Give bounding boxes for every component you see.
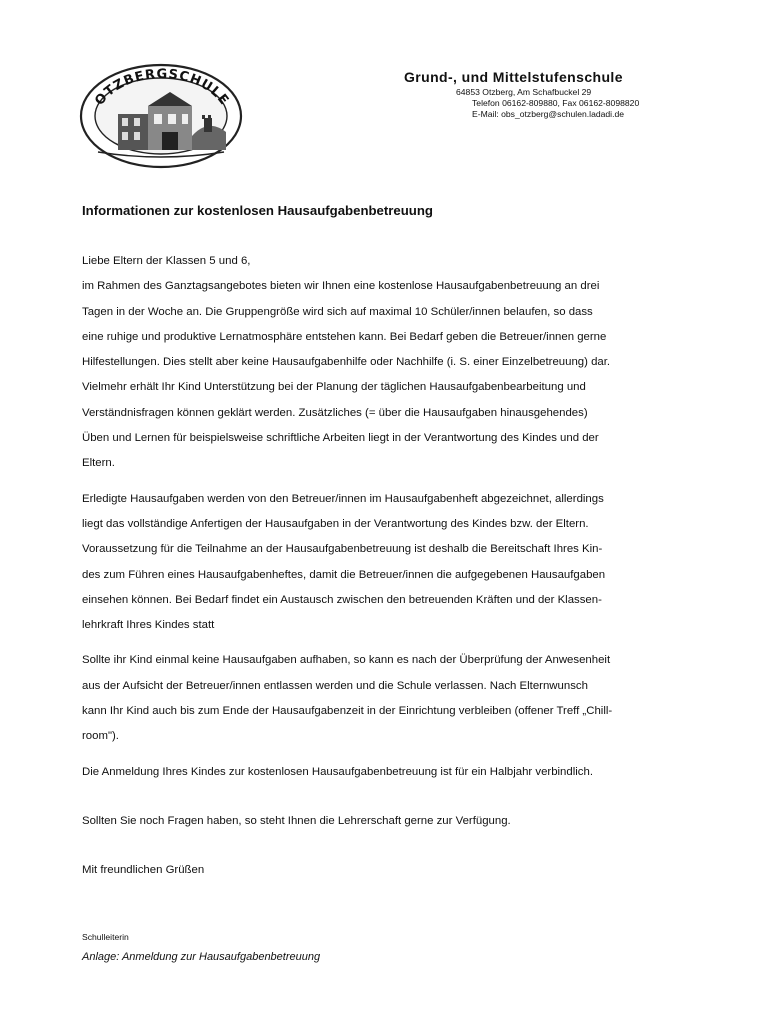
- text-line: aus der Aufsicht der Betreuer/innen entlassen werden und die Schule verlassen. Nach Elternwunsch: [82, 679, 588, 692]
- svg-text:OTZBERGSCHULE: OTZBERGSCHULE: [92, 66, 232, 109]
- text-line: liegt das vollständige Anfertigen der Hausaufgaben in der Verantwortung des Kindes bzw. der Eltern.: [82, 517, 589, 530]
- signature-role: Schulleiterin: [82, 932, 129, 942]
- letter-body: [82, 249, 692, 884]
- text-line: im Rahmen des Ganztagsangebotes bieten wir Ihnen eine kostenlose Hausaufgabenbetreuung an drei: [82, 280, 600, 293]
- address: 64853 Otzberg, Am Schafbuckel 29: [456, 87, 592, 97]
- paragraph-2: [82, 487, 692, 639]
- text-line: des zum Führen eines Hausaufgabenheftes, damit die Betreuer/innen die aufgegebenen Hausaufgaben: [82, 568, 606, 581]
- text-line: room").: [82, 730, 119, 743]
- text-line: Verständnisfragen können geklärt werden. Zusätzliches (= über die Hausaufgaben hinausgehendes): [82, 406, 588, 419]
- text-line: Tagen in der Woche an. Die Gruppengröße wird sich auf maximal 10 Schüler/innen belaufen, so dass: [82, 305, 593, 318]
- paragraph-4: Die Anmeldung Ihres Kindes zur kostenlosen Hausaufgabenbetreuung ist für ein Halbjahr verbindlich.: [82, 765, 593, 778]
- school-logo: [78, 62, 244, 170]
- contact-block: [456, 87, 639, 120]
- email: E-Mail: obs_otzberg@schulen.ladadi.de: [472, 109, 625, 119]
- paragraph-1: [82, 274, 692, 476]
- text-line: kann Ihr Kind auch bis zum Ende der Hausaufgabenzeit in der Einrichtung verbleiben (offener Treff „Chill-: [82, 705, 613, 718]
- text-line: Eltern.: [82, 457, 115, 470]
- text-line: Vielmehr erhält Ihr Kind Unterstützung bei der Planung der täglichen Hausaufgabenbearbeitung und: [82, 381, 586, 394]
- attachment-note: Anlage: Anmeldung zur Hausaufgabenbetreuung: [82, 951, 321, 963]
- school-name: Grund-, und Mittelstufenschule: [404, 69, 623, 85]
- text-line: lehrkraft Ihres Kindes statt: [82, 619, 215, 632]
- salutation: Liebe Eltern der Klassen 5 und 6,: [82, 255, 251, 267]
- text-line: Sollte ihr Kind einmal keine Hausaufgaben aufhaben, so kann es nach der Überprüfung der Anwesenheit: [82, 654, 611, 667]
- text-line: Hilfestellungen. Dies stellt aber keine Hausaufgabenhilfe oder Nachhilfe (i. S. einer Einzelbetreuung) dar.: [82, 356, 611, 369]
- text-line: eine ruhige und produktive Lernatmosphäre entstehen kann. Bei Bedarf geben die Betreuer/innen gerne: [82, 330, 607, 343]
- text-line: einsehen können. Bei Bedarf findet ein Austausch zwischen den betreuenden Kräften und der Klassen-: [82, 593, 602, 606]
- phone-fax: Telefon 06162-809880, Fax 06162-8098820: [472, 98, 640, 108]
- paragraph-3: [82, 648, 692, 749]
- paragraph-5: Sollten Sie noch Fragen haben, so steht Ihnen die Lehrerschaft gerne zur Verfügung.: [82, 814, 511, 827]
- closing: Mit freundlichen Grüßen: [82, 864, 205, 877]
- text-line: Üben und Lernen für beispielsweise schriftliche Arbeiten liegt in der Verantwortung des Kindes und der: [82, 432, 599, 445]
- text-line: Erledigte Hausaufgaben werden von den Betreuer/innen im Hausaufgabenheft abgezeichnet, allerdings: [82, 492, 604, 505]
- letter-title: Informationen zur kostenlosen Hausaufgabenbetreuung: [82, 203, 433, 218]
- text-line: Voraussetzung für die Teilnahme an der Hausaufgabenbetreuung ist deshalb die Bereitschaft Ihres Kin-: [82, 543, 603, 556]
